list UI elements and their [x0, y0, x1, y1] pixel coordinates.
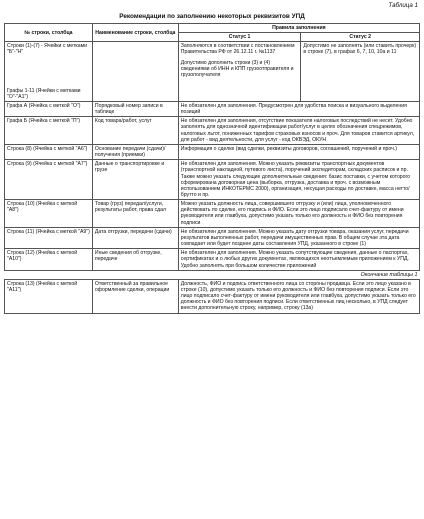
row-number-cell: Строка (13) (Ячейка с меткой "А11") [5, 279, 93, 313]
upd-table [4, 23, 420, 314]
rule-cell: Не обязателен для заполнения. Можно указать реквизиты транспортных документов (транспортной накладной, путевого листа), поручений экспедиторам, складских расписок и пр. Также можно указать следующие дополнительные сведения: базис поставки, с учетом которого сформирована договорная цена (выборка, отгрузка, доставка и проч. с возможным использованием ИНКОТЕРМС 2000), организация, несущая расходы по доставке, масса нетто/брутто и пр. [178, 160, 419, 200]
row-name-cell [92, 42, 178, 102]
table-row [5, 101, 420, 116]
row-name-cell: Ответственный за правильное оформление сделки, операции [92, 279, 178, 313]
row-name-cell: Данные о транспортировке и грузе [92, 160, 178, 200]
table-row [5, 42, 420, 102]
table-row [5, 160, 420, 200]
table-row [5, 200, 420, 228]
row-number-text: Строки (1)-(7) - Ячейки с метками "Б"-"Н" [7, 43, 88, 56]
table-row [5, 227, 420, 248]
status2-cell: Допустимо не заполнять (или ставить прочерк) в строке (7), в графах 6, 7, 10, 10а и 11 [301, 42, 420, 102]
status1-cell [178, 42, 301, 102]
rule-cell: Не обязателен для заполнения. Предусмотрен для удобства поиска и визуального выделения позиций [178, 101, 419, 116]
row-number-cell: Строка (10) (Ячейка с меткой "А8") [5, 200, 93, 228]
table-row [5, 144, 420, 159]
row-number-cell: Строка (12) (Ячейка с меткой "А10") [5, 249, 93, 270]
row-name-cell: Код товара/работ, услуг [92, 117, 178, 145]
table-row [5, 249, 420, 270]
status1-text: Допустимо дополнить строки (3) и (4) сведениями об ИНН и КПП грузоотправителя и грузополучателя [180, 59, 294, 78]
table-title: Рекомендации по заполнению некоторых реквизитов УПД [119, 13, 305, 20]
row-number-cell: Графа А (Ячейка с меткой "О") [5, 101, 93, 116]
table-row [5, 117, 420, 145]
rule-cell: Информация о сделке (вид сделки, реквизиты договоров, соглашений, поручений и проч.) [178, 144, 419, 159]
row-name-cell: Порядковый номер записи в таблице [92, 101, 178, 116]
row-number-cell: Строка (11) (Ячейка с меткой "А9") [5, 227, 93, 248]
row-name-cell: Основание передачи (сдачи)/получения (приемки) [92, 144, 178, 159]
table-continuation-label: Окончание таблицы 1 [5, 270, 420, 279]
rule-cell: Не обязателен для заполнения. Можно указать дату отгрузки товара, оказания услуг, передачи результатов выполненных работ, передачи имущественных прав. В общем случае эта дата совпадает или будет позднее даты составления УПД, указанного в строке (1) [178, 227, 419, 248]
header-status1: Статус 1 [178, 33, 301, 42]
row-number-cell [5, 42, 93, 102]
table-label: Таблица 1 [388, 2, 418, 9]
status1-text: Заполняются в соответствии с постановлением Правительства РФ от 26.12.11 г. №1137 [180, 43, 295, 56]
header-row [5, 24, 420, 33]
row-name-cell: Иные сведения об отгрузке, передаче [92, 249, 178, 270]
header-col1: № строки, столбца [5, 24, 93, 42]
row-name-cell: Товар (груз) передал/услуги, результаты работ, права сдал [92, 200, 178, 228]
rule-cell: Не обязателен для заполнения. Можно указать сопутствующие сведения, данные о паспортах, сертификатах и о любых других документах, являющихся неотъемлемым приложением к УПД. Удобно заполнять при большом количестве приложений [178, 249, 419, 270]
row-number-cell: Строка (9) (Ячейка с меткой "А7") [5, 160, 93, 200]
header-rules: Правила заполнения [178, 24, 419, 33]
header-col2: Наименование строки, столбца [92, 24, 178, 42]
row-number-cell: Строка (8) (Ячейка с меткой "А6") [5, 144, 93, 159]
row-number-text: Графы 1-11 (Ячейки с метками "О"-"А1") [7, 87, 81, 100]
rule-cell: Не обязателен для заполнения, отсутствие показателя налоговых последствий не несет. Удобно заполнять для однозначной идентификации работ/услуг в целях обозначения спецрежимов, налоговых льгот, пониженных тарифов страховых взносов и проч. Для товаров ставится артикул, для работ - вид деятельности, для услуг - код ОКВЭД, ОКУН [178, 117, 419, 145]
row-name-cell: Дата отгрузки, передачи (сдачи) [92, 227, 178, 248]
rule-cell: Можно указать должность лица, совершившего отгрузку и (или) лица, уполномоченного действовать по сделке, его подпись и ФИО. Если это лицо подписало счет-фактуру от имени руководителя или главбуха, допустимо указать только его должность и ФИО без повторения подписи [178, 200, 419, 228]
continuation-row [5, 270, 420, 279]
header-status2: Статус 2 [301, 33, 420, 42]
rule-cell: Должность, ФИО и подпись ответственного лица со стороны продавца. Если это лицо указано в строке (10), допустимо указать только его должность и ФИО без повторения подписи. Если это лицо подписало счет-фактуру от имени руководителя или главбуха, допустимо указать только его должность и ФИО без повторения подписи. Если ответственных лиц несколько, в УПД следует внести дополнительную строку, например, строку (13а) [178, 279, 419, 313]
row-number-cell: Графа Б (Ячейка с меткой "П") [5, 117, 93, 145]
table-row [5, 279, 420, 313]
